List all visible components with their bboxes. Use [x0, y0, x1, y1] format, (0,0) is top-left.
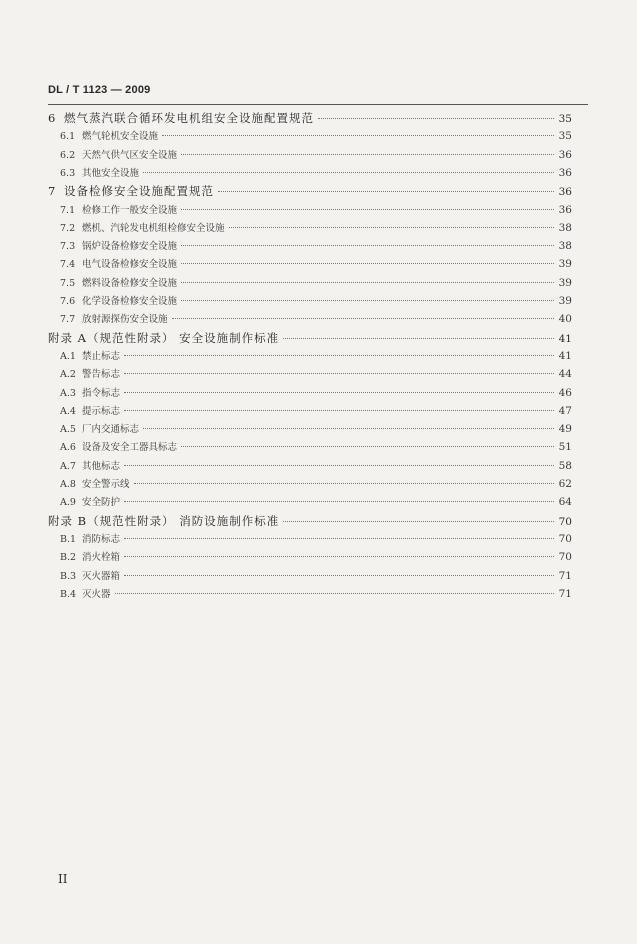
toc-entry-number: B.3	[60, 570, 77, 582]
toc-entry-number: 7.7	[60, 314, 76, 326]
toc-entry[interactable]	[60, 438, 572, 456]
toc-entry-page: 41	[558, 332, 572, 345]
toc-entry-number: B.1	[60, 533, 77, 545]
toc-dot-leader	[229, 227, 554, 228]
toc-entry-number: B.2	[60, 552, 77, 564]
toc-entry-title: 电气设备检修安全设施	[82, 259, 178, 271]
toc-entry-page: 62	[558, 478, 572, 490]
toc-dot-leader	[318, 118, 554, 119]
toc-entry-number: 6.2	[60, 149, 76, 161]
toc-entry-title: 消防标志	[82, 533, 121, 545]
toc-entry-number: 6.3	[60, 167, 76, 179]
toc-entry[interactable]	[48, 512, 572, 530]
toc-entry-number: B.4	[60, 588, 77, 600]
toc-entry[interactable]	[60, 475, 572, 493]
toc-entry-title: 禁止标志	[82, 350, 121, 362]
toc-dot-leader	[124, 373, 554, 374]
toc-entry-page: 41	[558, 349, 572, 362]
header-rule	[48, 104, 588, 105]
toc-dot-leader	[124, 501, 554, 502]
toc-entry[interactable]	[48, 182, 572, 200]
toc-entry-title: 锅炉设备检修安全设施	[82, 241, 178, 253]
toc-entry-page: 46	[558, 386, 572, 399]
toc-entry-page: 51	[558, 441, 572, 454]
toc-entry-number: A.4	[60, 405, 76, 417]
toc-entry-title: 天然气供气区安全设施	[82, 149, 178, 161]
toc-entry-title: 化学设备检修安全设施	[82, 296, 178, 307]
toc-entry-title: 附录 A（规范性附录） 安全设施制作标准	[48, 330, 280, 345]
toc-dot-leader	[124, 556, 554, 557]
toc-entry-title: 安全防护	[82, 497, 121, 509]
toc-dot-leader	[115, 593, 554, 594]
toc-dot-leader	[181, 263, 554, 264]
toc-entry-number: A.5	[60, 424, 76, 436]
toc-entry[interactable]	[60, 457, 572, 475]
toc-entry-title: 检修工作一般安全设施	[82, 204, 178, 216]
toc-entry-title: 燃气轮机安全设施	[82, 131, 159, 143]
toc-entry-title: 安全警示线	[82, 479, 130, 490]
toc-entry[interactable]	[60, 127, 572, 145]
toc-entry-page: 70	[558, 551, 572, 564]
toc-entry-page: 36	[558, 148, 572, 161]
toc-dot-leader	[283, 338, 554, 339]
toc-entry[interactable]	[60, 402, 572, 420]
toc-dot-leader	[124, 410, 554, 411]
toc-entry[interactable]	[60, 146, 572, 164]
toc-dot-leader	[181, 446, 554, 447]
toc-entry-title: 警告标志	[82, 369, 121, 381]
toc-entry-page: 35	[558, 130, 572, 143]
toc-entry-number: 6.1	[60, 131, 76, 143]
toc-entry-number: 7.2	[60, 222, 76, 234]
toc-dot-leader	[162, 135, 554, 136]
toc-entry-page: 36	[558, 186, 572, 199]
toc-entry-number: 7	[48, 184, 56, 199]
toc-entry-number: A.8	[60, 479, 76, 490]
toc-entry[interactable]	[60, 274, 572, 292]
toc-dot-leader	[134, 483, 554, 484]
toc-entry-page: 58	[558, 459, 572, 472]
toc-entry-number: 7.4	[60, 259, 76, 271]
toc-entry-number: A.1	[60, 350, 76, 362]
toc-entry-page: 44	[558, 368, 572, 381]
toc-entry-title: 消火栓箱	[82, 552, 121, 564]
toc-entry[interactable]	[60, 347, 572, 365]
toc-dot-leader	[181, 282, 554, 283]
toc-dot-leader	[124, 465, 554, 466]
toc-entry-page: 39	[558, 276, 572, 289]
toc-entry-page: 71	[558, 569, 572, 582]
toc-dot-leader	[124, 392, 554, 393]
toc-entry-page: 38	[558, 240, 572, 253]
toc-dot-leader	[181, 209, 554, 210]
toc-entry-page: 38	[558, 221, 572, 234]
toc-entry[interactable]	[60, 292, 572, 310]
toc-entry[interactable]	[60, 420, 572, 438]
toc-dot-leader	[218, 191, 554, 192]
toc-entry-page: 64	[558, 496, 572, 509]
toc-entry-page: 39	[558, 295, 572, 307]
toc-dot-leader	[124, 538, 554, 539]
toc-dot-leader	[143, 172, 554, 173]
page-number: II	[58, 872, 68, 886]
toc-entry-page: 70	[558, 515, 572, 528]
toc-entry-title: 灭火器箱	[82, 570, 121, 582]
toc-entry[interactable]	[60, 384, 572, 402]
toc-entry[interactable]	[60, 164, 572, 182]
toc-entry[interactable]	[60, 255, 572, 273]
toc-entry-number: 7.3	[60, 241, 76, 253]
toc-entry-page: 49	[558, 423, 572, 436]
toc-entry-page: 71	[558, 587, 572, 600]
toc-entry-page: 40	[558, 313, 572, 326]
toc-entry-page: 47	[558, 404, 572, 417]
standard-code: DL / T 1123 — 2009	[48, 84, 151, 96]
toc-dot-leader	[283, 521, 554, 522]
toc-entry-title: 燃气蒸汽联合循环发电机组安全设施配置规范	[64, 111, 314, 125]
toc-dot-leader	[181, 154, 554, 155]
toc-entry-title: 设备及安全工器具标志	[82, 442, 178, 454]
toc-entry-number: A.2	[60, 369, 76, 381]
toc-entry-number: 6	[48, 111, 56, 125]
toc-entry[interactable]	[60, 548, 572, 566]
toc-entry-number: A.7	[60, 460, 76, 472]
toc-entry-page: 35	[558, 113, 572, 125]
toc-dot-leader	[181, 300, 554, 301]
toc-entry-page: 36	[558, 203, 572, 216]
toc-entry-title: 指令标志	[82, 387, 121, 399]
toc-entry[interactable]	[60, 201, 572, 219]
toc-entry-title: 其他安全设施	[82, 167, 140, 179]
toc-entry[interactable]	[60, 219, 572, 237]
toc-entry-number: A.9	[60, 497, 76, 509]
toc-entry-number: A.6	[60, 442, 76, 454]
toc-entry[interactable]	[60, 585, 572, 603]
toc-entry[interactable]	[48, 329, 572, 347]
toc-entry-title: 燃机、汽轮发电机组检修安全设施	[82, 222, 225, 234]
toc-entry-page: 36	[558, 166, 572, 179]
toc-entry[interactable]	[60, 365, 572, 383]
toc-entry-title: 厂内交通标志	[82, 424, 140, 436]
toc-entry[interactable]	[60, 493, 572, 511]
toc-entry[interactable]	[60, 310, 572, 328]
toc-entry-number: 7.5	[60, 277, 76, 289]
toc-entry-title: 设备检修安全设施配置规范	[64, 184, 214, 199]
toc-entry[interactable]	[60, 530, 572, 548]
toc-entry-number: 7.1	[60, 204, 76, 216]
toc-entry-title: 其他标志	[82, 460, 121, 472]
toc-entry[interactable]	[60, 567, 572, 585]
toc-entry-title: 燃料设备检修安全设施	[82, 277, 178, 289]
toc-entry-page: 39	[558, 258, 572, 271]
toc-dot-leader	[143, 428, 554, 429]
toc-entry-number: A.3	[60, 387, 76, 399]
toc-dot-leader	[181, 245, 554, 246]
toc-dot-leader	[124, 355, 554, 356]
toc-entry-title: 灭火器	[82, 588, 111, 600]
toc-entry-title: 放射源探伤安全设施	[82, 314, 168, 326]
toc-entry[interactable]	[48, 109, 572, 127]
toc-entry-page: 70	[558, 532, 572, 545]
toc-entry[interactable]	[60, 237, 572, 255]
toc-entry-title: 附录 B（规范性附录） 消防设施制作标准	[48, 513, 280, 528]
toc-entry-number: 7.6	[60, 296, 76, 307]
toc-dot-leader	[172, 318, 554, 319]
toc-dot-leader	[124, 575, 554, 576]
toc-entry-title: 提示标志	[82, 405, 121, 417]
